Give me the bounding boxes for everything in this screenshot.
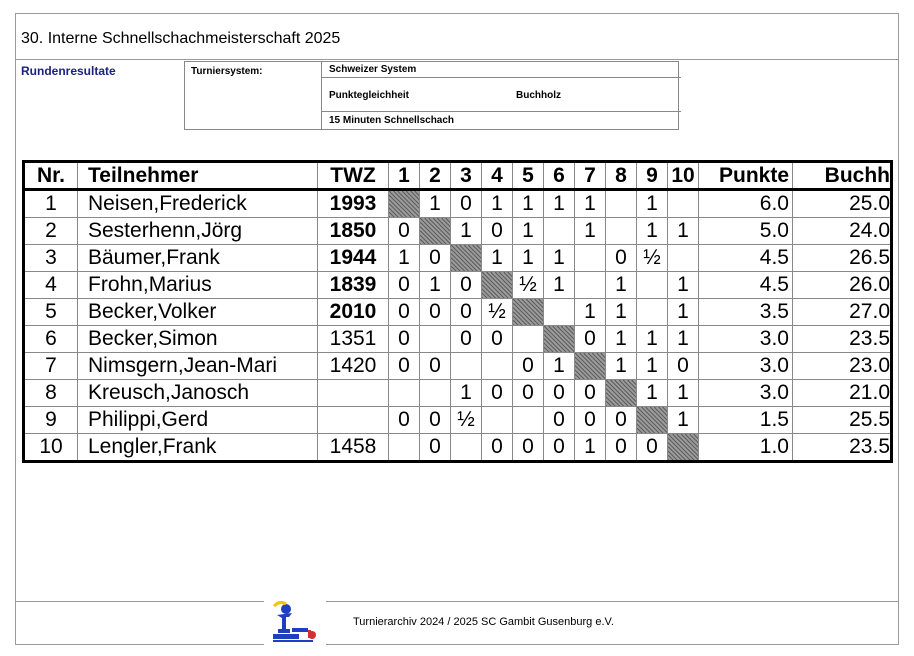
round-result: 1 — [420, 272, 451, 299]
player-rating: 1850 — [318, 218, 389, 245]
round-result — [606, 190, 637, 218]
player-rating: 1351 — [318, 326, 389, 353]
player-buchholz: 27.0 — [793, 299, 892, 326]
round-result: 1 — [637, 326, 668, 353]
diagonal-cell — [637, 407, 668, 434]
round-result: 0 — [606, 434, 637, 462]
player-name: Kreusch,Janosch — [78, 380, 318, 407]
round-result: 1 — [482, 245, 513, 272]
table-row — [24, 434, 892, 462]
player-points: 3.0 — [699, 380, 793, 407]
tournament-system-label: Turniersystem: — [191, 66, 263, 77]
table-row — [24, 272, 892, 299]
table-row — [24, 299, 892, 326]
table-row — [24, 326, 892, 353]
round-result: 0 — [544, 434, 575, 462]
round-result: 0 — [420, 353, 451, 380]
player-buchholz: 24.0 — [793, 218, 892, 245]
table-row — [24, 380, 892, 407]
player-number: 7 — [24, 353, 78, 380]
round-result: 0 — [389, 326, 420, 353]
table-header-row — [24, 162, 892, 190]
round-result: 1 — [482, 190, 513, 218]
player-buchholz: 25.5 — [793, 407, 892, 434]
player-points: 6.0 — [699, 190, 793, 218]
round-result: 1 — [420, 190, 451, 218]
header-points: Punkte — [699, 162, 793, 190]
round-result: ½ — [513, 272, 544, 299]
player-buchholz: 23.0 — [793, 353, 892, 380]
player-buchholz: 23.5 — [793, 326, 892, 353]
round-result: 0 — [482, 218, 513, 245]
tournament-system-box — [184, 61, 679, 130]
player-points: 4.5 — [699, 272, 793, 299]
diagonal-cell — [513, 299, 544, 326]
round-result: 0 — [420, 245, 451, 272]
round-result: 1 — [513, 190, 544, 218]
round-result — [451, 434, 482, 462]
player-number: 8 — [24, 380, 78, 407]
player-number: 6 — [24, 326, 78, 353]
player-name: Frohn,Marius — [78, 272, 318, 299]
round-result: 1 — [575, 299, 606, 326]
round-result: 1 — [637, 190, 668, 218]
player-name: Nimsgern,Jean-Mari — [78, 353, 318, 380]
player-buchholz: 21.0 — [793, 380, 892, 407]
player-name: Becker,Simon — [78, 326, 318, 353]
section-subtitle: Rundenresultate — [21, 64, 116, 78]
player-name: Lengler,Frank — [78, 434, 318, 462]
round-result — [420, 326, 451, 353]
round-result: 0 — [606, 407, 637, 434]
round-result: 1 — [668, 407, 699, 434]
table-row — [24, 190, 892, 218]
round-result: 1 — [451, 380, 482, 407]
round-result — [668, 245, 699, 272]
player-name: Philippi,Gerd — [78, 407, 318, 434]
player-rating — [318, 380, 389, 407]
time-control-row — [322, 112, 681, 130]
player-points: 3.5 — [699, 299, 793, 326]
player-number: 4 — [24, 272, 78, 299]
round-result: 1 — [606, 272, 637, 299]
round-result: 0 — [451, 190, 482, 218]
round-result: 0 — [389, 407, 420, 434]
player-points: 3.0 — [699, 353, 793, 380]
round-result: 1 — [668, 299, 699, 326]
system-row — [322, 61, 681, 78]
round-result: 1 — [451, 218, 482, 245]
header-round-4: 4 — [482, 162, 513, 190]
table-row — [24, 407, 892, 434]
table-row — [24, 245, 892, 272]
round-result: 0 — [513, 380, 544, 407]
system-value: Schweizer System — [329, 64, 417, 75]
header-round-10: 10 — [668, 162, 699, 190]
round-result: 0 — [606, 245, 637, 272]
round-result: 0 — [389, 299, 420, 326]
player-rating — [318, 407, 389, 434]
round-result: 1 — [513, 245, 544, 272]
diagonal-cell — [420, 218, 451, 245]
player-points: 1.0 — [699, 434, 793, 462]
round-result: 0 — [544, 380, 575, 407]
round-result — [575, 272, 606, 299]
header-buchholz: Buchh — [793, 162, 892, 190]
diagonal-cell — [482, 272, 513, 299]
round-result: 1 — [606, 326, 637, 353]
round-result: 0 — [575, 380, 606, 407]
round-result: 0 — [451, 272, 482, 299]
header-round-8: 8 — [606, 162, 637, 190]
tiebreak-label: Punktegleichheit — [329, 90, 410, 101]
round-result — [637, 299, 668, 326]
round-result: 1 — [544, 353, 575, 380]
round-result: 1 — [575, 218, 606, 245]
results-body — [24, 190, 892, 462]
player-rating: 2010 — [318, 299, 389, 326]
round-result: ½ — [451, 407, 482, 434]
round-result: 0 — [420, 434, 451, 462]
round-result: 1 — [544, 272, 575, 299]
player-rating: 1993 — [318, 190, 389, 218]
player-rating: 1839 — [318, 272, 389, 299]
tiebreak-value: Buchholz — [516, 90, 561, 101]
round-result: 1 — [668, 272, 699, 299]
round-result — [513, 407, 544, 434]
player-buchholz: 26.0 — [793, 272, 892, 299]
diagonal-cell — [389, 190, 420, 218]
round-result: 1 — [389, 245, 420, 272]
player-points: 5.0 — [699, 218, 793, 245]
tournament-system-details — [321, 61, 681, 130]
player-rating: 1458 — [318, 434, 389, 462]
header-round-1: 1 — [389, 162, 420, 190]
round-result: 1 — [513, 218, 544, 245]
round-result — [668, 190, 699, 218]
player-number: 3 — [24, 245, 78, 272]
diagonal-cell — [544, 326, 575, 353]
footer-text: Turnierarchiv 2024 / 2025 SC Gambit Gusenburg e.V. — [353, 616, 614, 628]
player-points: 1.5 — [699, 407, 793, 434]
round-result: 1 — [606, 353, 637, 380]
round-result: 0 — [389, 353, 420, 380]
round-result — [389, 434, 420, 462]
player-name: Becker,Volker — [78, 299, 318, 326]
table-row — [24, 218, 892, 245]
player-buchholz: 23.5 — [793, 434, 892, 462]
round-result: 0 — [389, 272, 420, 299]
round-result — [420, 380, 451, 407]
round-result: 0 — [513, 434, 544, 462]
round-result: 1 — [575, 434, 606, 462]
round-result: 1 — [668, 380, 699, 407]
round-result: 0 — [420, 407, 451, 434]
diagonal-cell — [668, 434, 699, 462]
round-result: 1 — [544, 245, 575, 272]
page-title: 30. Interne Schnellschachmeisterschaft 2025 — [21, 30, 341, 47]
table-row — [24, 353, 892, 380]
round-result — [575, 245, 606, 272]
round-result — [544, 299, 575, 326]
round-result: 0 — [482, 326, 513, 353]
round-result: 0 — [513, 353, 544, 380]
player-name: Bäumer,Frank — [78, 245, 318, 272]
round-result: 1 — [637, 353, 668, 380]
round-result: 1 — [668, 326, 699, 353]
round-result: ½ — [637, 245, 668, 272]
header-round-7: 7 — [575, 162, 606, 190]
round-result: 0 — [482, 380, 513, 407]
round-result: 1 — [637, 218, 668, 245]
header-nr: Nr. — [24, 162, 78, 190]
round-result: 0 — [668, 353, 699, 380]
round-result — [513, 326, 544, 353]
round-result — [606, 218, 637, 245]
header-twz: TWZ — [318, 162, 389, 190]
round-result — [389, 380, 420, 407]
round-result — [482, 353, 513, 380]
round-result — [451, 353, 482, 380]
tiebreak-row — [322, 78, 681, 112]
round-result: 0 — [451, 326, 482, 353]
round-result: 0 — [637, 434, 668, 462]
player-number: 9 — [24, 407, 78, 434]
round-result: 1 — [668, 218, 699, 245]
chess-club-logo-icon — [264, 598, 326, 646]
footer-divider — [15, 601, 899, 602]
header-round-5: 5 — [513, 162, 544, 190]
player-rating: 1944 — [318, 245, 389, 272]
player-number: 2 — [24, 218, 78, 245]
header-round-6: 6 — [544, 162, 575, 190]
round-result: ½ — [482, 299, 513, 326]
round-result — [482, 407, 513, 434]
header-participant: Teilnehmer — [78, 162, 318, 190]
time-control: 15 Minuten Schnellschach — [329, 115, 455, 126]
diagonal-cell — [606, 380, 637, 407]
player-number: 10 — [24, 434, 78, 462]
diagonal-cell — [451, 245, 482, 272]
player-name: Sesterhenn,Jörg — [78, 218, 318, 245]
player-number: 5 — [24, 299, 78, 326]
player-points: 3.0 — [699, 326, 793, 353]
header-round-2: 2 — [420, 162, 451, 190]
round-result: 1 — [544, 190, 575, 218]
player-rating: 1420 — [318, 353, 389, 380]
round-result: 0 — [575, 326, 606, 353]
player-name: Neisen,Frederick — [78, 190, 318, 218]
round-result: 0 — [389, 218, 420, 245]
header-round-3: 3 — [451, 162, 482, 190]
player-buchholz: 25.0 — [793, 190, 892, 218]
round-result: 1 — [575, 190, 606, 218]
round-result: 0 — [544, 407, 575, 434]
results-table — [22, 160, 893, 463]
player-number: 1 — [24, 190, 78, 218]
round-result — [544, 218, 575, 245]
round-result: 1 — [637, 380, 668, 407]
round-result: 0 — [575, 407, 606, 434]
header-round-9: 9 — [637, 162, 668, 190]
round-result — [637, 272, 668, 299]
player-buchholz: 26.5 — [793, 245, 892, 272]
round-result: 1 — [606, 299, 637, 326]
round-result: 0 — [482, 434, 513, 462]
round-result: 0 — [451, 299, 482, 326]
diagonal-cell — [575, 353, 606, 380]
player-points: 4.5 — [699, 245, 793, 272]
round-result: 0 — [420, 299, 451, 326]
